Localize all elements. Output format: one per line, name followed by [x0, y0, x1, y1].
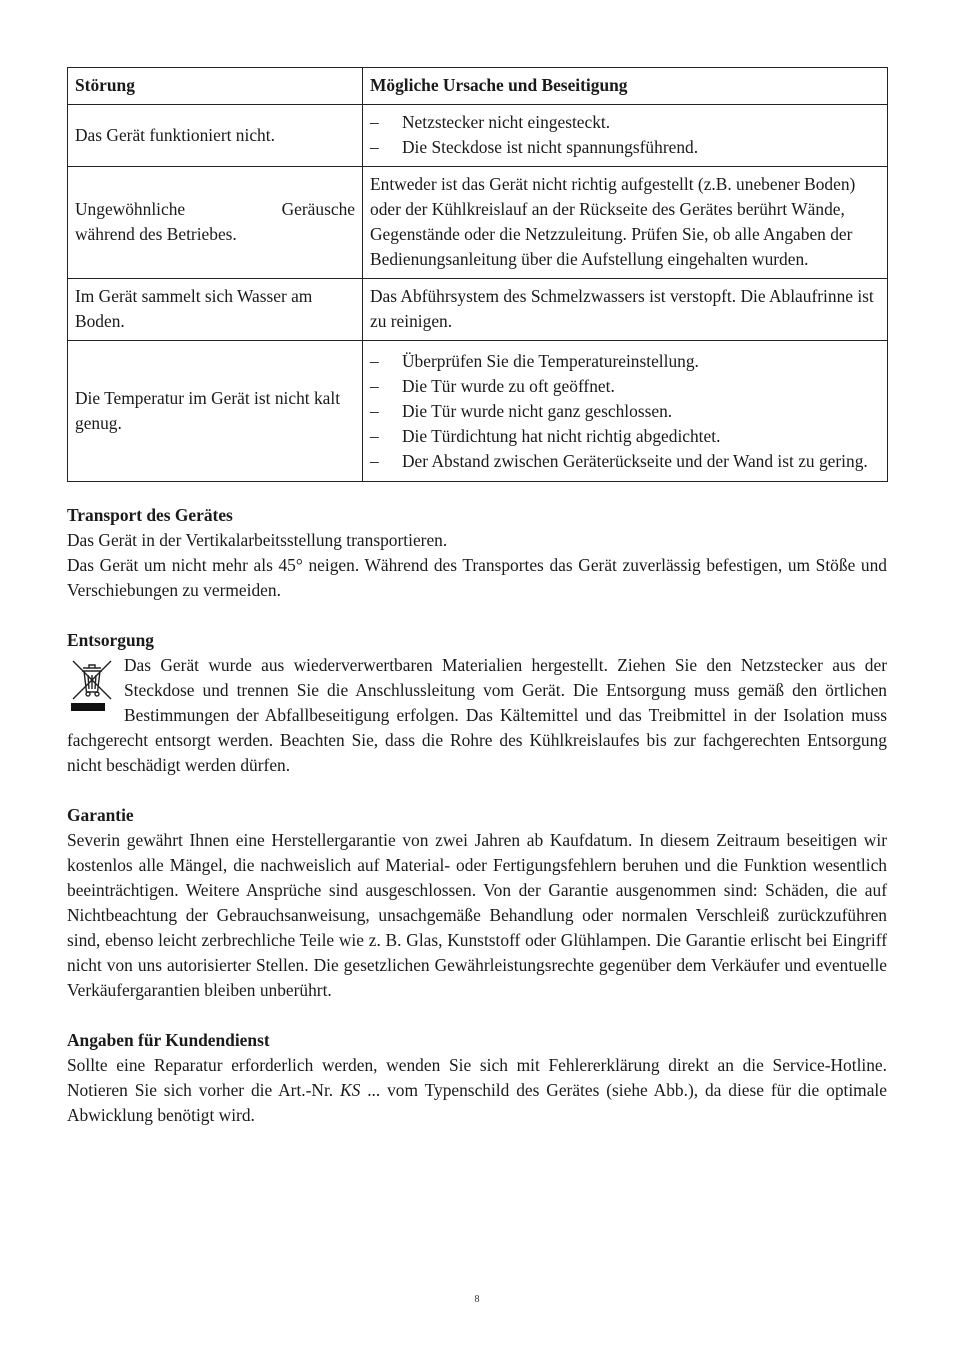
problem-cell: Im Gerät sammelt sich Wasser am Boden.: [68, 279, 363, 341]
problem-cell: Die Temperatur im Gerät ist nicht kalt genug.: [68, 341, 363, 482]
transport-line: Das Gerät in der Vertikalarbeitsstellung transportieren.: [67, 530, 448, 550]
disposal-heading: Entsorgung: [67, 630, 154, 650]
cause-item: – Die Türdichtung hat nicht richtig abgedichtet.: [370, 424, 880, 449]
cause-cell: [363, 341, 888, 482]
cause-cell: Entweder ist das Gerät nicht richtig aufgestellt (z.B. unebener Boden) oder der Kühlkreislauf an der Rückseite des Gerätes berührt Wände, Gegenstände oder die Netzzuleitung. Prüfen Sie, ob alle Angaben der Bedienungsanleitung über die Aufstellung eingehalten wurden.: [363, 167, 888, 279]
problem-line: während des Betriebes.: [75, 224, 237, 244]
transport-line: Das Gerät um nicht mehr als 45° neigen. Während des Transportes das Gerät zuverlässig befestigen, um Stöße und Verschiebungen zu vermeiden.: [67, 555, 887, 600]
warranty-heading: Garantie: [67, 805, 134, 825]
service-text-after: ... vom Typenschild des Gerätes (siehe Abb.), da diese für die optimale Abwicklung benötigt wird.: [67, 1080, 887, 1125]
service-text: [67, 1053, 887, 1128]
cause-list: [370, 110, 880, 160]
cause-item: – Der Abstand zwischen Geräterückseite und der Wand ist zu gering.: [370, 449, 880, 474]
problem-cell: Das Gerät funktioniert nicht.: [68, 105, 363, 167]
page-number: 8: [474, 1294, 480, 1305]
table-row: [68, 167, 888, 279]
cause-item: – Die Tür wurde nicht ganz geschlossen.: [370, 399, 880, 424]
cause-item: – Die Steckdose ist nicht spannungsführend.: [370, 135, 880, 160]
cause-item: – Netzstecker nicht eingesteckt.: [370, 110, 880, 135]
cause-list: [370, 349, 880, 474]
table-header-problem: Störung: [68, 68, 363, 105]
table-header-row: [68, 68, 888, 105]
table-row: [68, 341, 888, 482]
transport-section: [67, 503, 887, 603]
table-row: [68, 105, 888, 167]
problem-line: Ungewöhnliche Geräusche: [75, 199, 355, 219]
problem-cell: [68, 167, 363, 279]
service-text-before: Sollte eine Reparatur erforderlich werden, wenden Sie sich mit Fehlererklärung direkt an die Service-Hotline. Notieren Sie sich vorher die Art.-Nr.: [67, 1055, 887, 1100]
disposal-text: Das Gerät wurde aus wiederverwertbaren Materialien hergestellt. Ziehen Sie den Netzstecker aus der Steckdose und trennen Sie die Anschlussleitung vom Gerät. Die Entsorgung muss gemäß den örtlichen Bestimmungen der Abfallbeseitigung erfolgen. Das Kältemittel und das Treibmittel in der Isolation muss fachgerecht entsorgt werden. Beachten Sie, dass die Rohre des Kühlkreislaufes bis zur fachgerechten Entsorgung nicht beschädigt werden dürfen.: [67, 655, 887, 775]
service-heading: Angaben für Kundendienst: [67, 1030, 270, 1050]
service-section: [67, 1028, 887, 1128]
table-header-cause: Mögliche Ursache und Beseitigung: [363, 68, 888, 105]
cause-cell: Das Abführsystem des Schmelzwassers ist verstopft. Die Ablaufrinne ist zu reinigen.: [363, 279, 888, 341]
cause-cell: [363, 105, 888, 167]
warranty-text: Severin gewährt Ihnen eine Herstellergarantie von zwei Jahren ab Kaufdatum. In diesem Zeitraum beseitigen wir kostenlos alle Mängel, die nachweislich auf Material- oder Fertigungsfehlern beruhen und die Funktion wesentlich beeinträchtigen. Weitere Ansprüche sind ausgeschlossen. Von der Garantie ausgenommen sind: Schäden, die auf Nichtbeachtung der Gebrauchsanweisung, unsachgemäße Behandlung oder normalen Verschleiß zurückzuführen sind, ebenso leicht zerbrechliche Teile wie z. B. Glas, Kunststoff oder Glühlampen. Die Garantie erlischt bei Eingriff nicht von uns autorisierter Stellen. Die gesetzlichen Gewährleistungsrechte gegenüber dem Verkäufer und eventuelle Verkäufergarantien bleiben unberührt.: [67, 830, 887, 1000]
cause-item: – Die Tür wurde zu oft geöffnet.: [370, 374, 880, 399]
crossed-out-wheelie-bin-icon: [67, 655, 117, 717]
cause-item: – Überprüfen Sie die Temperatureinstellung.: [370, 349, 880, 374]
model-code: KS: [340, 1080, 361, 1100]
document-page: [67, 67, 887, 1128]
disposal-section: [67, 628, 887, 778]
table-row: [68, 279, 888, 341]
transport-heading: Transport des Gerätes: [67, 505, 233, 525]
troubleshooting-table: [67, 67, 888, 482]
warranty-section: [67, 803, 887, 1003]
